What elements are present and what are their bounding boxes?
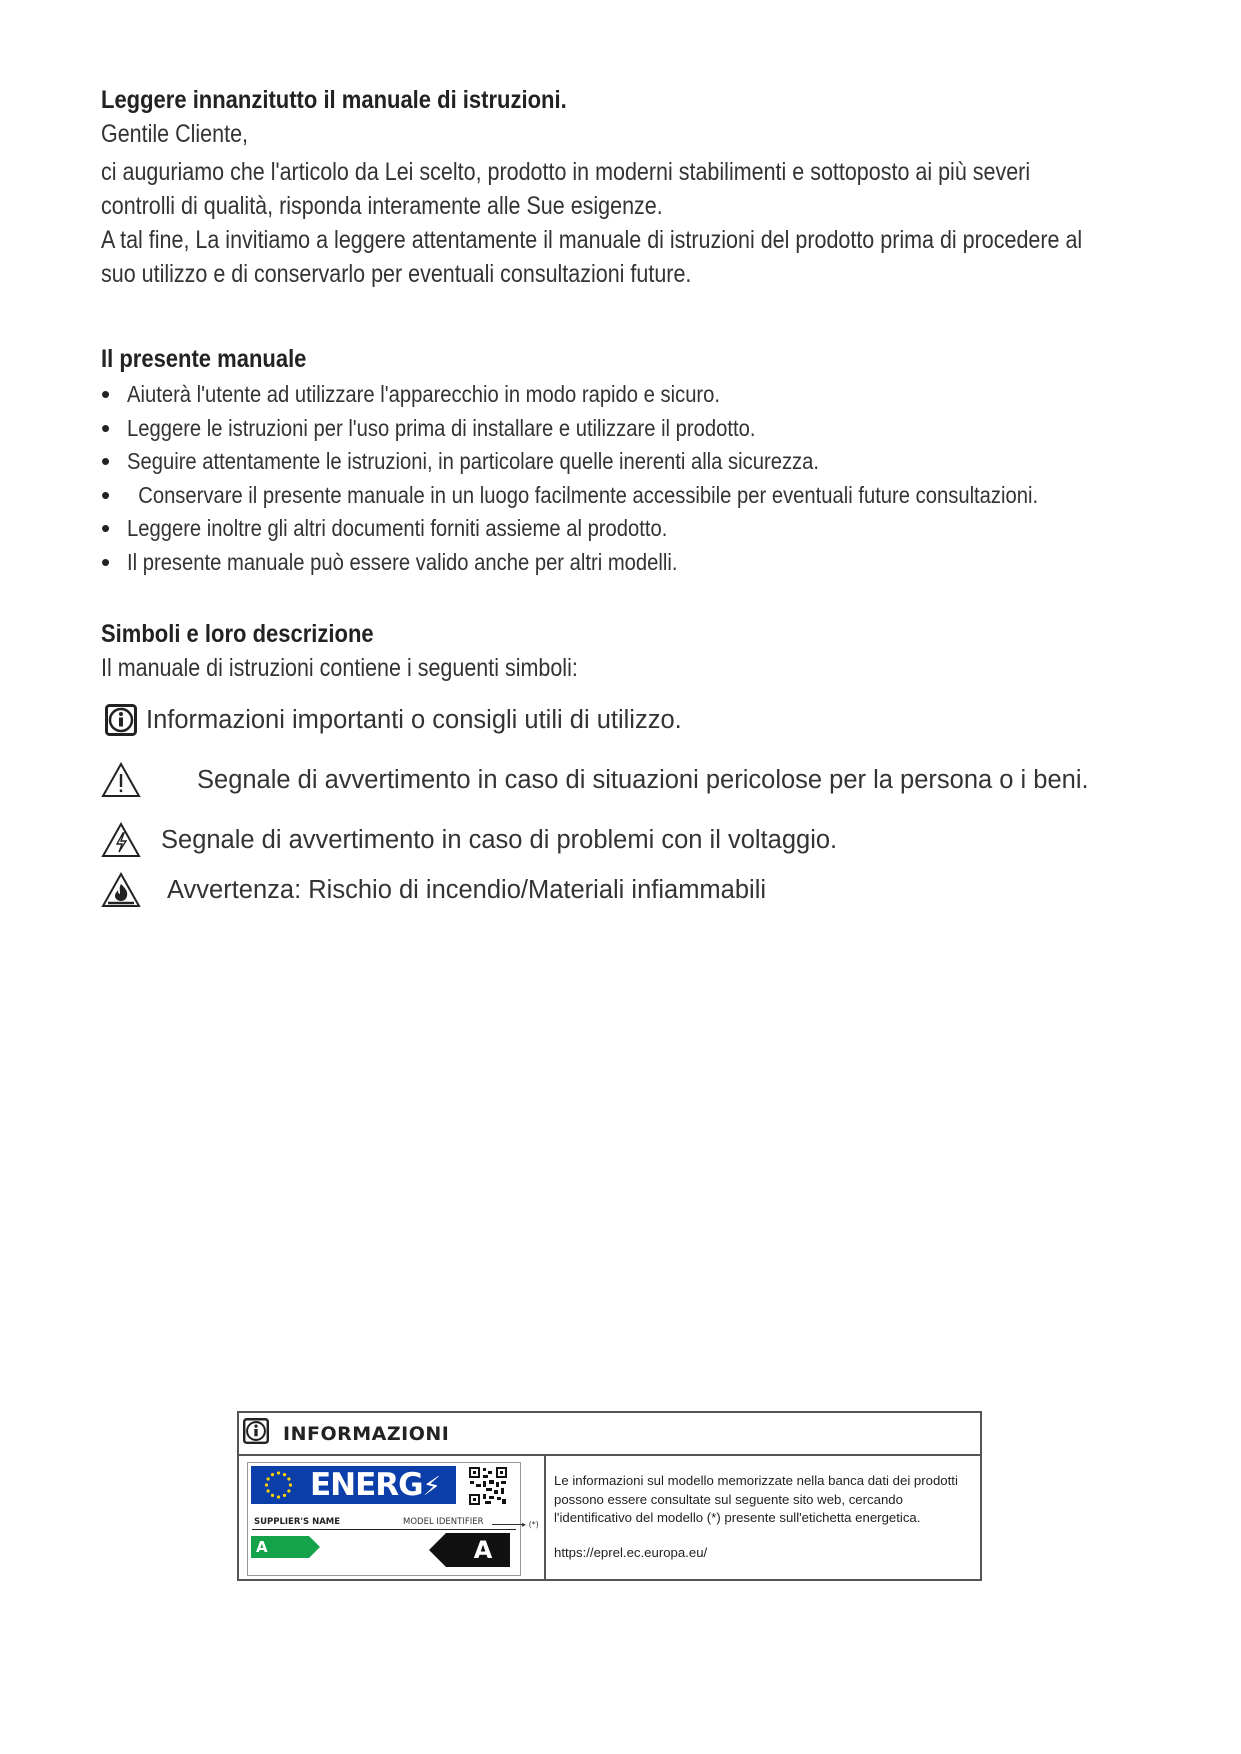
symbol-info-row <box>101 700 682 740</box>
intro-section <box>101 86 1141 291</box>
info-text: Le informazioni sul modello memorizzate nella banca dati dei prodotti possono essere consultate sul seguente sito web, cercando l'identificativo del modello (*) presente sull'etichetta energetica. <box>554 1473 958 1525</box>
symbol-warning-label: Segnale di avvertimento in caso di situazioni pericolose per la persona o i beni. <box>197 765 1089 794</box>
intro-para1-line1: ci auguriamo che l'articolo da Lei scelto, prodotto in moderni stabilimenti e sottoposto ai più severi <box>101 158 1031 186</box>
eu-flag-icon <box>251 1466 306 1504</box>
symbol-fire-row <box>101 870 766 910</box>
info-icon <box>243 1417 269 1450</box>
symbols-heading: Simboli e loro descrizione <box>101 620 374 648</box>
manual-heading: Il presente manuale <box>101 345 307 373</box>
list-item: • Leggere le istruzioni per l'uso prima di installare e utilizzare il prodotto. <box>101 412 1141 446</box>
model-marker: ▸ (*) <box>528 1520 539 1529</box>
energy-logo: ENERG⚡ <box>306 1466 456 1504</box>
manual-list <box>101 378 1141 579</box>
supplier-name: SUPPLIER'S NAME <box>254 1517 341 1527</box>
list-item: • Seguire attentamente le istruzioni, in particolare quelle inerenti alla sicurezza. <box>101 445 1141 479</box>
warning-icon <box>101 760 141 800</box>
qr-code-icon <box>468 1466 508 1506</box>
symbol-fire-label: Avvertenza: Rischio di incendio/Materiali infiammabili <box>167 875 767 904</box>
intro-heading: Leggere innanzitutto il manuale di istruzioni. <box>101 86 567 114</box>
list-item: • Il presente manuale può essere valido anche per altri modelli. <box>101 546 1141 580</box>
energy-class-indicator: A <box>446 1533 510 1567</box>
symbol-info-label: Informazioni importanti o consigli utili di utilizzo. <box>146 705 682 734</box>
symbols-section <box>101 620 1141 685</box>
info-icon <box>101 700 141 740</box>
list-item: • Aiuterà l'utente ad utilizzare l'apparecchio in modo rapido e sicuro. <box>101 378 1141 412</box>
fire-warning-icon <box>101 870 141 910</box>
symbols-intro: Il manuale di istruzioni contiene i seguenti simboli: <box>101 654 578 682</box>
manual-section <box>101 345 1141 579</box>
info-box-title: INFORMAZIONI <box>283 1422 450 1445</box>
info-box-header <box>239 1413 980 1456</box>
energy-class-arrow: A <box>251 1536 309 1558</box>
greeting: Gentile Cliente, <box>101 120 249 148</box>
symbol-voltage-row <box>101 820 837 860</box>
symbol-voltage-label: Segnale di avvertimento in caso di problemi con il voltaggio. <box>161 825 838 854</box>
intro-para2-line2: suo utilizzo e di conservarlo per eventuali consultazioni future. <box>101 260 692 288</box>
energy-label <box>247 1462 539 1576</box>
list-item: • Leggere inoltre gli altri documenti forniti assieme al prodotto. <box>101 512 1141 546</box>
info-text-cell <box>546 1456 980 1581</box>
intro-para1-line2: controlli di qualità, risponda interamente alle Sue esigenze. <box>101 192 663 220</box>
eprel-info-box <box>237 1411 982 1581</box>
symbol-warning-row <box>101 760 1089 800</box>
eprel-link[interactable]: https://eprel.ec.europa.eu/ <box>554 1544 708 1560</box>
intro-para2-line1: A tal fine, La invitiamo a leggere attentamente il manuale di istruzioni del prodotto prima di procedere al <box>101 226 1083 254</box>
list-item: • Conservare il presente manuale in un luogo facilmente accessibile per eventuali future consultazioni. <box>101 479 1141 513</box>
voltage-warning-icon <box>101 820 141 860</box>
energy-label-cell <box>239 1456 546 1581</box>
model-identifier: MODEL IDENTIFIER <box>403 1517 484 1527</box>
